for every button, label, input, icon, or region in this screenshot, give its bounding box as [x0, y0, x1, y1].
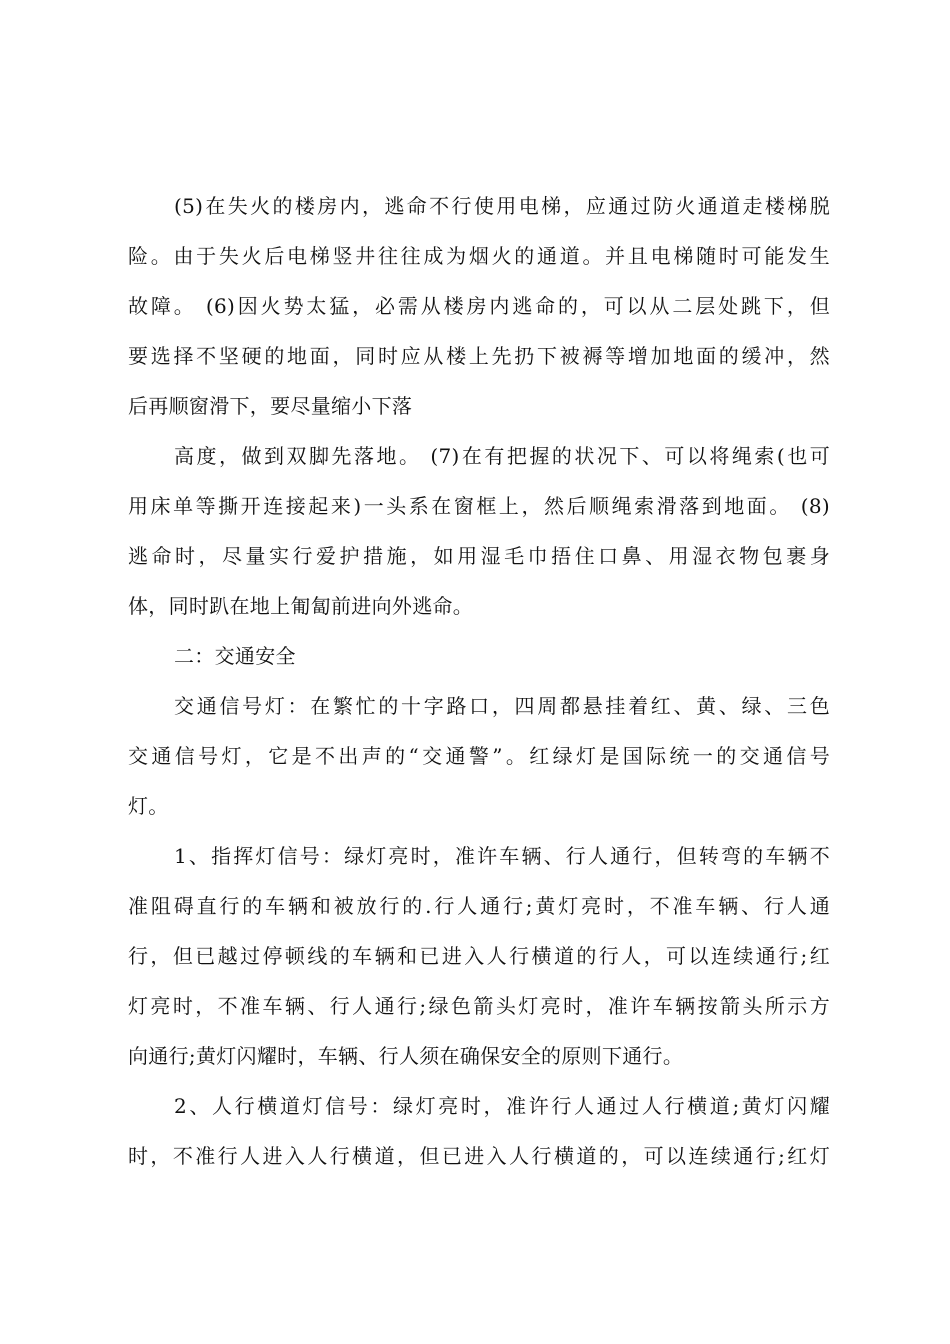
paragraph-line: 要选择不坚硬的地面，同时应从楼上先扔下被褥等增加地面的缓冲，然 — [128, 344, 830, 368]
paragraph-line: 险。由于失火后电梯竖井往往成为烟火的通道。并且电梯随时可能发生 — [128, 244, 830, 268]
paragraph-line: 逃命时，尽量实行爱护措施，如用湿毛巾捂住口鼻、用湿衣物包裹身 — [128, 544, 830, 568]
section-heading: 二：交通安全 — [174, 644, 296, 668]
paragraph-line: 2、人行横道灯信号：绿灯亮时，准许行人通过人行横道;黄灯闪耀 — [174, 1094, 830, 1118]
paragraph-line: 交通信号灯，它是不出声的“交通警”。红绿灯是国际统一的交通信号 — [128, 744, 830, 768]
paragraph-line: 行，但已越过停顿线的车辆和已进入人行横道的行人，可以连续通行;红 — [128, 944, 830, 968]
paragraph-line: 时，不准行人进入人行横道，但已进入人行横道的，可以连续通行;红灯 — [128, 1144, 830, 1168]
paragraph-line: 准阻碍直行的车辆和被放行的.行人通行;黄灯亮时，不准车辆、行人通 — [128, 894, 830, 918]
paragraph-line: 1、指挥灯信号：绿灯亮时，准许车辆、行人通行，但转弯的车辆不 — [174, 844, 830, 868]
paragraph-line: 故障。 (6)因火势太猛，必需从楼房内逃命的，可以从二层处跳下，但 — [128, 294, 830, 318]
paragraph-line: 向通行;黄灯闪耀时，车辆、行人须在确保安全的原则下通行。 — [128, 1044, 684, 1068]
paragraph-line: 用床单等撕开连接起来)一头系在窗框上，然后顺绳索滑落到地面。 (8) — [128, 494, 830, 518]
paragraph-line: 灯亮时，不准车辆、行人通行;绿色箭头灯亮时，准许车辆按箭头所示方 — [128, 994, 830, 1018]
paragraph-line: 交通信号灯：在繁忙的十字路口，四周都悬挂着红、黄、绿、三色 — [174, 694, 830, 718]
paragraph-line: 高度，做到双脚先落地。 (7)在有把握的状况下、可以将绳索(也可 — [174, 444, 830, 468]
paragraph-line: 体，同时趴在地上匍匐前进向外逃命。 — [128, 594, 474, 618]
paragraph-line: 后再顺窗滑下，要尽量缩小下落 — [128, 394, 413, 418]
paragraph-line: 灯。 — [128, 794, 169, 818]
paragraph-line: (5)在失火的楼房内，逃命不行使用电梯，应通过防火通道走楼梯脱 — [174, 194, 830, 218]
